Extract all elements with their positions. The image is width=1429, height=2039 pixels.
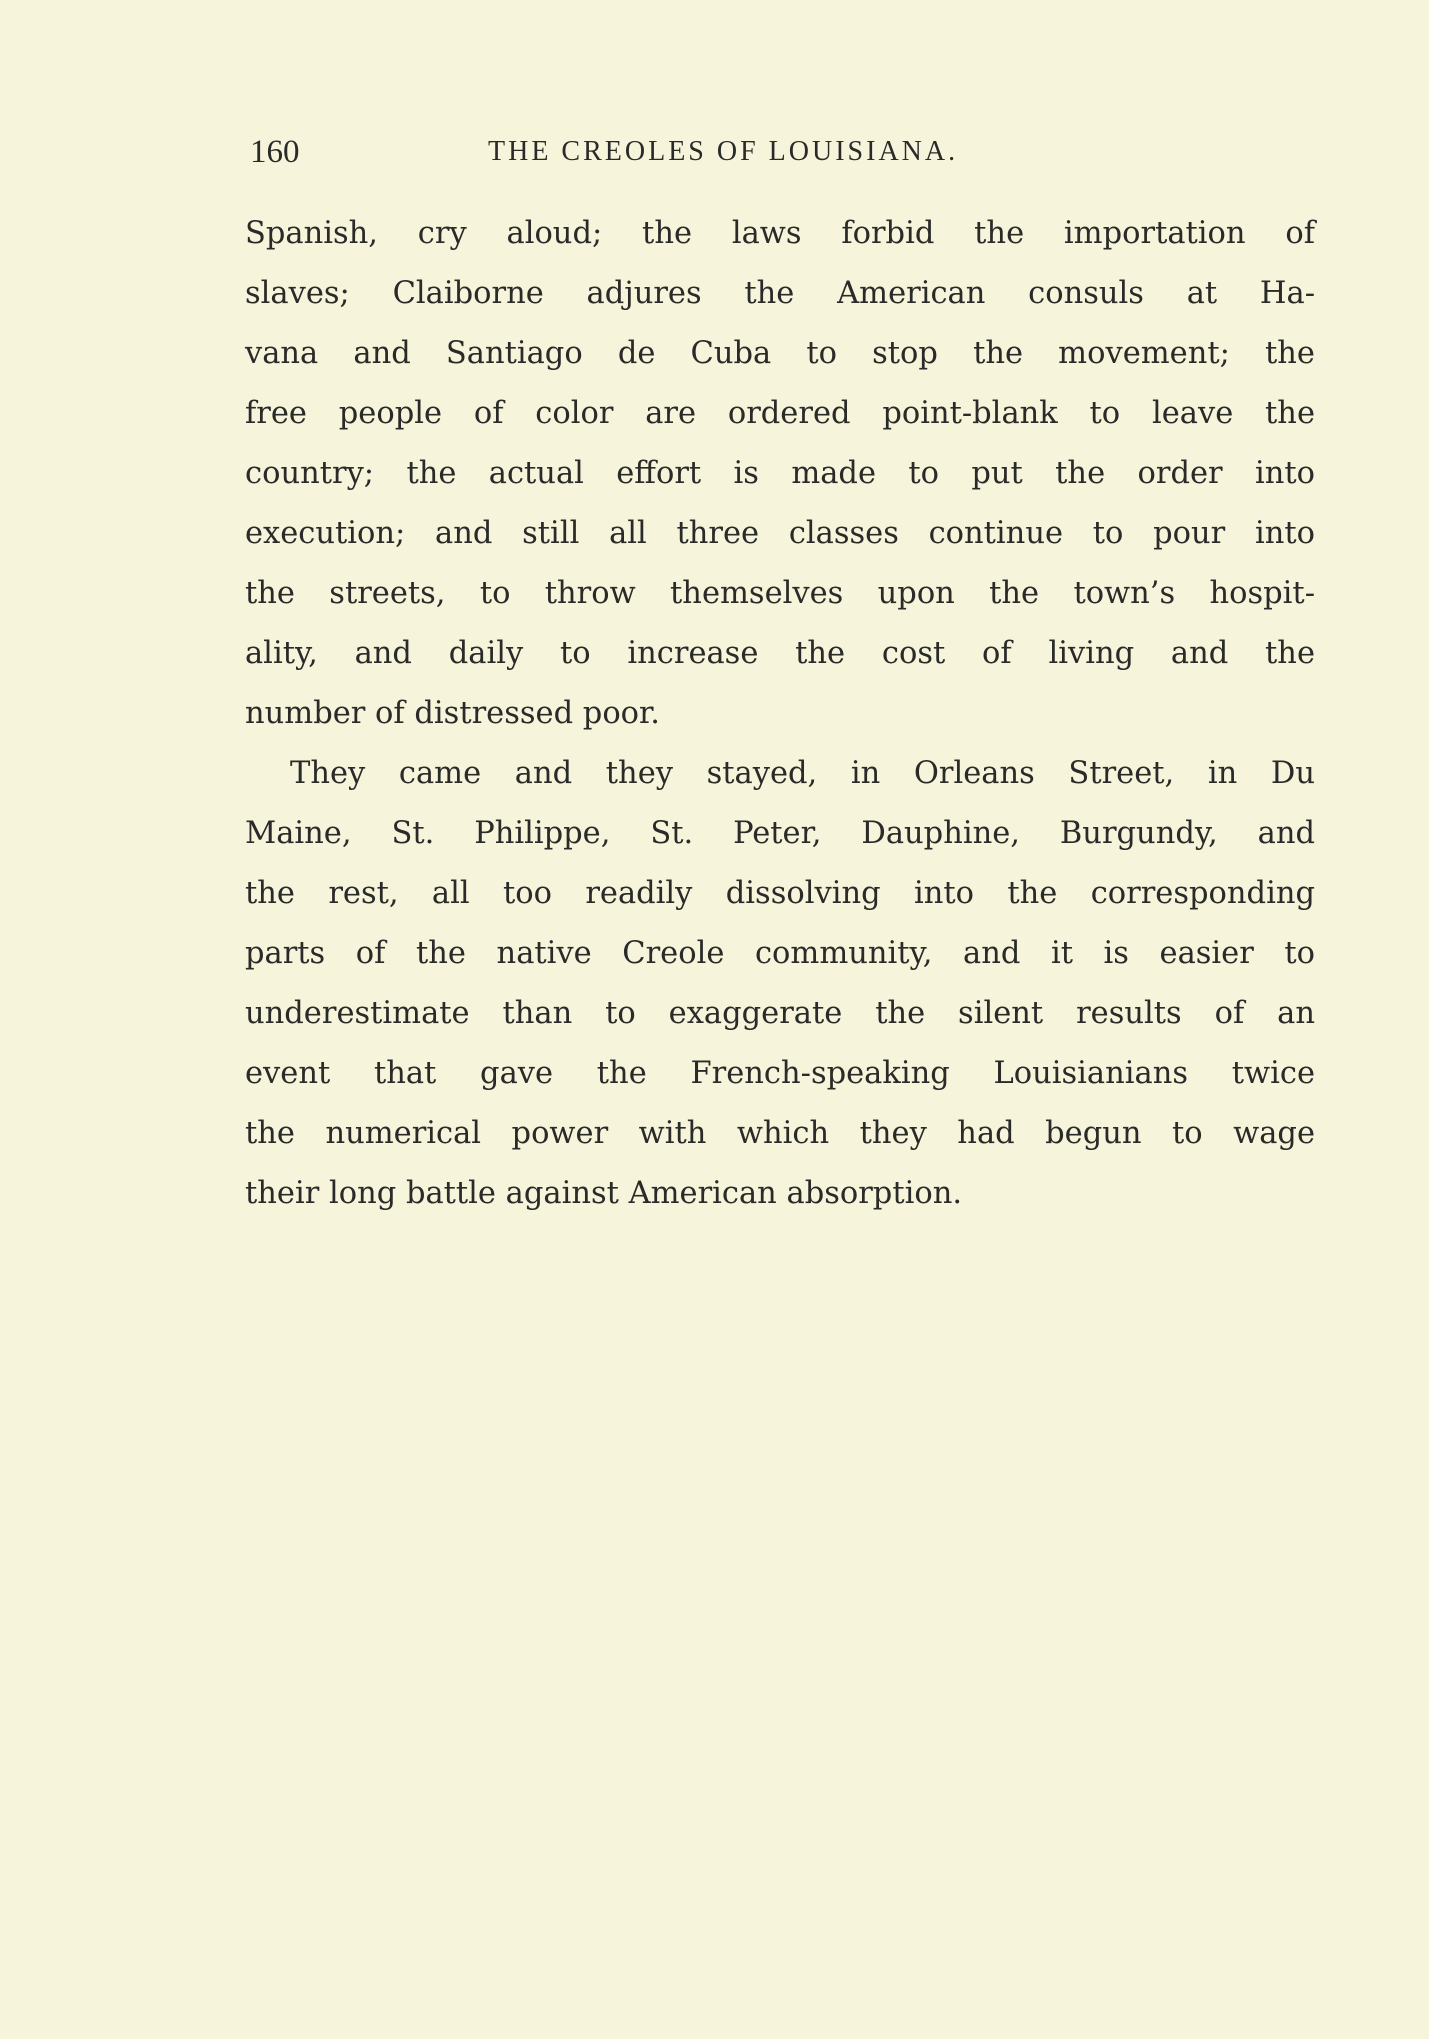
text-line: event that gave the French-speaking Louisianians twice [245, 1056, 1315, 1091]
text-line: free people of color are ordered point-blank to leave the [245, 396, 1315, 431]
text-line: vana and Santiago de Cuba to stop the movement; the [245, 336, 1315, 371]
text-line: They came and they stayed, in Orleans Street, in Du [290, 756, 1315, 791]
text-line: ality, and daily to increase the cost of living and the [245, 636, 1315, 671]
text-line: the numerical power with which they had begun to wage [245, 1116, 1315, 1151]
text-line: number of distressed poor. [245, 696, 660, 731]
running-head [250, 128, 1080, 176]
text-line: the streets, to throw themselves upon the town’s hospit- [245, 576, 1315, 611]
text-line: Spanish, cry aloud; the laws forbid the importation of [245, 216, 1315, 251]
text-line: the rest, all too readily dissolving into the corresponding [245, 876, 1315, 911]
text-line: parts of the native Creole community, and it is easier to [245, 936, 1315, 971]
text-line: their long battle against American absorption. [245, 1176, 963, 1211]
body-text [245, 204, 1315, 1224]
text-line: underestimate than to exaggerate the silent results of an [245, 996, 1315, 1031]
paragraph [245, 744, 1315, 1224]
page-number: 160 [250, 134, 300, 170]
text-line: Maine, St. Philippe, St. Peter, Dauphine, Burgundy, and [245, 816, 1315, 851]
running-title: THE CREOLES OF LOUISIANA. [488, 136, 959, 167]
text-line: execution; and still all three classes continue to pour into [245, 516, 1315, 551]
text-line: country; the actual effort is made to put the order into [245, 456, 1315, 491]
paragraph [245, 204, 1315, 744]
text-line: slaves; Claiborne adjures the American consuls at Ha- [245, 276, 1315, 311]
